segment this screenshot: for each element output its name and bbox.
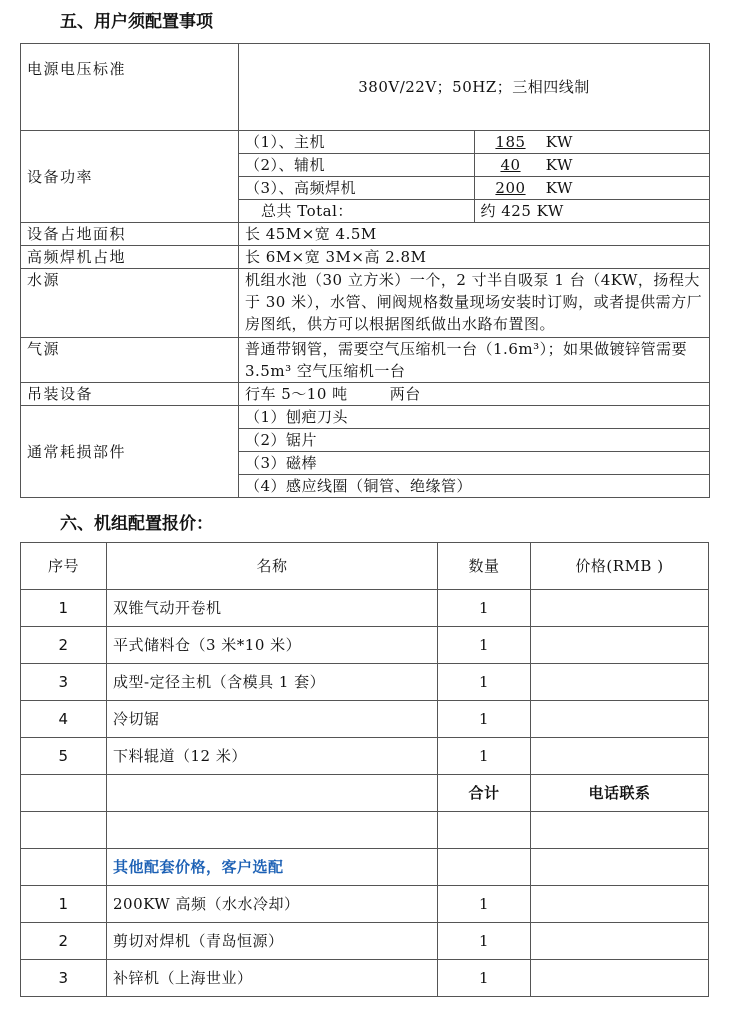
row-qty: 1 — [438, 701, 531, 738]
water-row — [21, 269, 710, 338]
air-label: 气源 — [21, 338, 239, 383]
consumable-item: （2）锯片 — [239, 429, 710, 452]
row-qty: 1 — [438, 960, 531, 997]
row-name: 双锥气动开卷机 — [107, 590, 438, 627]
consumable-item: （4）感应线圈（铜管、绝缘管） — [239, 475, 710, 498]
voltage-label: 电源电压标准 — [21, 44, 239, 131]
options-title-row — [21, 849, 709, 886]
row-no: 4 — [21, 701, 107, 738]
power-item-name: （1）、主机 — [239, 131, 475, 154]
header-name: 名称 — [107, 543, 438, 590]
quotation-table — [20, 542, 709, 997]
row-name: 下料辊道（12 米） — [107, 738, 438, 775]
table-row — [21, 738, 709, 775]
consumables-label: 通常耗损部件 — [21, 406, 239, 498]
row-no: 1 — [21, 590, 107, 627]
row-price — [531, 886, 709, 923]
row-price — [531, 701, 709, 738]
crane-value: 行车 5～10 吨 两台 — [239, 383, 710, 406]
row-name: 冷切锯 — [107, 701, 438, 738]
row-no: 5 — [21, 738, 107, 775]
water-label: 水源 — [21, 269, 239, 338]
air-value: 普通带钢管，需要空气压缩机一台（1.6m³）；如果做镀锌管需要 3.5m³ 空气压缩机一台 — [239, 338, 710, 383]
row-name: 剪切对焊机（青岛恒源） — [107, 923, 438, 960]
power-item-value: 200 KW — [474, 177, 710, 200]
row-no: 1 — [21, 886, 107, 923]
row-qty: 1 — [438, 886, 531, 923]
table-row — [21, 627, 709, 664]
row-price — [531, 590, 709, 627]
area-value: 长 45M×宽 4.5M — [239, 223, 710, 246]
total-label: 合计 — [438, 775, 531, 812]
header-price: 价格(RMB ) — [531, 543, 709, 590]
header-row — [21, 543, 709, 590]
row-qty: 1 — [438, 590, 531, 627]
row-name: 补锌机（上海世业） — [107, 960, 438, 997]
crane-label: 吊装设备 — [21, 383, 239, 406]
row-price — [531, 664, 709, 701]
row-name: 平式储料仓（3 米*10 米） — [107, 627, 438, 664]
consumable-row — [21, 406, 710, 429]
table-row — [21, 664, 709, 701]
table-row — [21, 923, 709, 960]
table-row — [21, 886, 709, 923]
empty-row — [21, 812, 709, 849]
row-qty: 1 — [438, 738, 531, 775]
welder-area-row — [21, 246, 710, 269]
power-row-1 — [21, 131, 710, 154]
row-price — [531, 923, 709, 960]
row-no: 3 — [21, 960, 107, 997]
row-qty: 1 — [438, 664, 531, 701]
power-total-value: 约 425 KW — [474, 200, 710, 223]
row-name: 200KW 高频（水水冷却） — [107, 886, 438, 923]
section5-title: 五、用户须配置事项 — [60, 12, 213, 32]
header-no: 序号 — [21, 543, 107, 590]
welder-area-value: 长 6M×宽 3M×高 2.8M — [239, 246, 710, 269]
row-name: 成型-定径主机（含模具 1 套） — [107, 664, 438, 701]
total-row — [21, 775, 709, 812]
section6-title: 六、机组配置报价： — [60, 514, 213, 534]
consumable-item: （3）磁棒 — [239, 452, 710, 475]
power-item-name: （3）、高频焊机 — [239, 177, 475, 200]
row-no: 3 — [21, 664, 107, 701]
row-qty: 1 — [438, 627, 531, 664]
consumable-item: （1）刨疤刀头 — [239, 406, 710, 429]
contact-label: 电话联系 — [531, 775, 709, 812]
requirements-table — [20, 43, 710, 498]
power-item-value: 185 KW — [474, 131, 710, 154]
row-no: 2 — [21, 627, 107, 664]
row-qty: 1 — [438, 923, 531, 960]
power-item-value: 40 KW — [474, 154, 710, 177]
water-value: 机组水池（30 立方米）一个，2 寸半自吸泵 1 台（4KW，扬程大于 30 米），水管、闸阀规格数量现场安装时订购，或者提供需方厂房图纸，供方可以根据图纸做出水路布置图。 — [239, 269, 710, 338]
table-row — [21, 590, 709, 627]
table-row — [21, 960, 709, 997]
crane-row — [21, 383, 710, 406]
area-label: 设备占地面积 — [21, 223, 239, 246]
row-price — [531, 960, 709, 997]
options-title: 其他配套价格，客户选配 — [107, 849, 438, 886]
power-item-name: （2）、辅机 — [239, 154, 475, 177]
power-label: 设备功率 — [21, 131, 239, 223]
air-row — [21, 338, 710, 383]
welder-area-label: 高频焊机占地 — [21, 246, 239, 269]
power-total-label: 总共 Total： — [239, 200, 475, 223]
table-row — [21, 701, 709, 738]
header-qty: 数量 — [438, 543, 531, 590]
row-price — [531, 627, 709, 664]
row-no: 2 — [21, 923, 107, 960]
row-price — [531, 738, 709, 775]
area-row — [21, 223, 710, 246]
voltage-value: 380V/22V；50HZ；三相四线制 — [239, 44, 710, 131]
